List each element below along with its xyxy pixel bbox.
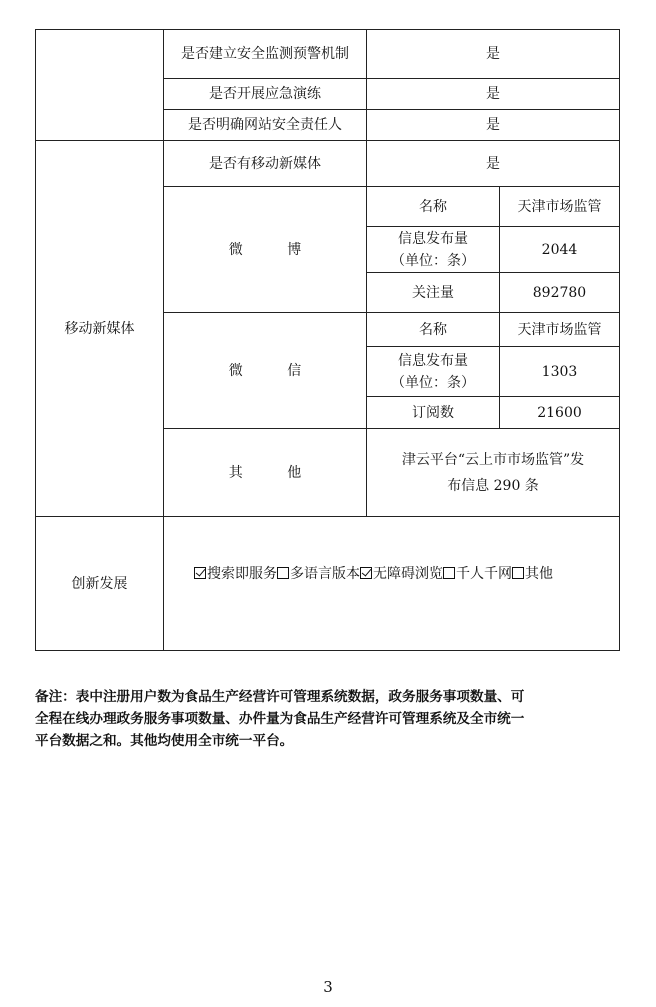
checked-checkbox-icon xyxy=(360,567,372,579)
footnote-line2: 全程在线办理政务服务事项数量、办件量为食品生产经营许可管理系统及全市统一 xyxy=(35,711,525,727)
responsible-person-label: 是否明确网站安全责任人 xyxy=(164,110,367,141)
emergency-drill-label: 是否开展应急演练 xyxy=(164,79,367,110)
new-media-section-label: 移动新媒体 xyxy=(36,141,164,517)
other-value xyxy=(367,429,620,517)
unchecked-checkbox-icon xyxy=(277,567,289,579)
data-table xyxy=(35,29,620,651)
security-section-cell xyxy=(36,30,164,141)
footnote xyxy=(35,686,615,752)
wechat-name-value: 天津市场监管 xyxy=(500,313,620,347)
wechat-name-label: 名称 xyxy=(367,313,500,347)
responsible-person-value: 是 xyxy=(367,110,620,141)
option-search-service: 搜索即服务 xyxy=(194,563,277,585)
page-number: 3 xyxy=(323,978,333,996)
wechat-posts-label xyxy=(367,347,500,397)
footnote-line1: 备注：表中注册用户数为食品生产经营许可管理系统数据，政务服务事项数量、可 xyxy=(35,689,525,705)
weibo-label: 微 博 xyxy=(164,187,367,313)
wechat-posts-label-line1: 信息发布量 xyxy=(398,352,468,369)
checked-checkbox-icon xyxy=(194,567,206,579)
footnote-line3: 平台数据之和。其他均使用全市统一平台。 xyxy=(35,733,294,749)
innovation-options xyxy=(164,517,620,651)
weibo-name-label: 名称 xyxy=(367,187,500,227)
unchecked-checkbox-icon xyxy=(512,567,524,579)
weibo-posts-label-line1: 信息发布量 xyxy=(398,230,468,247)
weibo-posts-label-line2: （单位：条） xyxy=(391,252,475,269)
has-new-media-value: 是 xyxy=(367,141,620,187)
wechat-subscribers-value: 21600 xyxy=(500,397,620,429)
weibo-followers-label: 关注量 xyxy=(367,273,500,313)
other-value-line1: 津云平台“云上市市场监管”发 xyxy=(401,451,585,468)
option-multilingual: 多语言版本 xyxy=(277,563,360,585)
other-label: 其 他 xyxy=(164,429,367,517)
warning-mechanism-value: 是 xyxy=(367,30,620,79)
option-personalized: 千人千网 xyxy=(443,563,512,585)
innovation-section-label: 创新发展 xyxy=(36,517,164,651)
option-accessibility: 无障碍浏览 xyxy=(360,563,443,585)
weibo-posts-value: 2044 xyxy=(500,227,620,273)
other-value-line2: 布信息 290 条 xyxy=(447,477,539,494)
weibo-posts-label xyxy=(367,227,500,273)
wechat-label: 微 信 xyxy=(164,313,367,429)
option-other: 其他 xyxy=(512,563,553,585)
warning-mechanism-label: 是否建立安全监测预警机制 xyxy=(164,30,367,79)
has-new-media-label: 是否有移动新媒体 xyxy=(164,141,367,187)
emergency-drill-value: 是 xyxy=(367,79,620,110)
wechat-subscribers-label: 订阅数 xyxy=(367,397,500,429)
wechat-posts-value: 1303 xyxy=(500,347,620,397)
weibo-followers-value: 892780 xyxy=(500,273,620,313)
weibo-name-value: 天津市场监管 xyxy=(500,187,620,227)
wechat-posts-label-line2: （单位：条） xyxy=(391,374,475,391)
innovation-option-list xyxy=(194,563,619,585)
unchecked-checkbox-icon xyxy=(443,567,455,579)
